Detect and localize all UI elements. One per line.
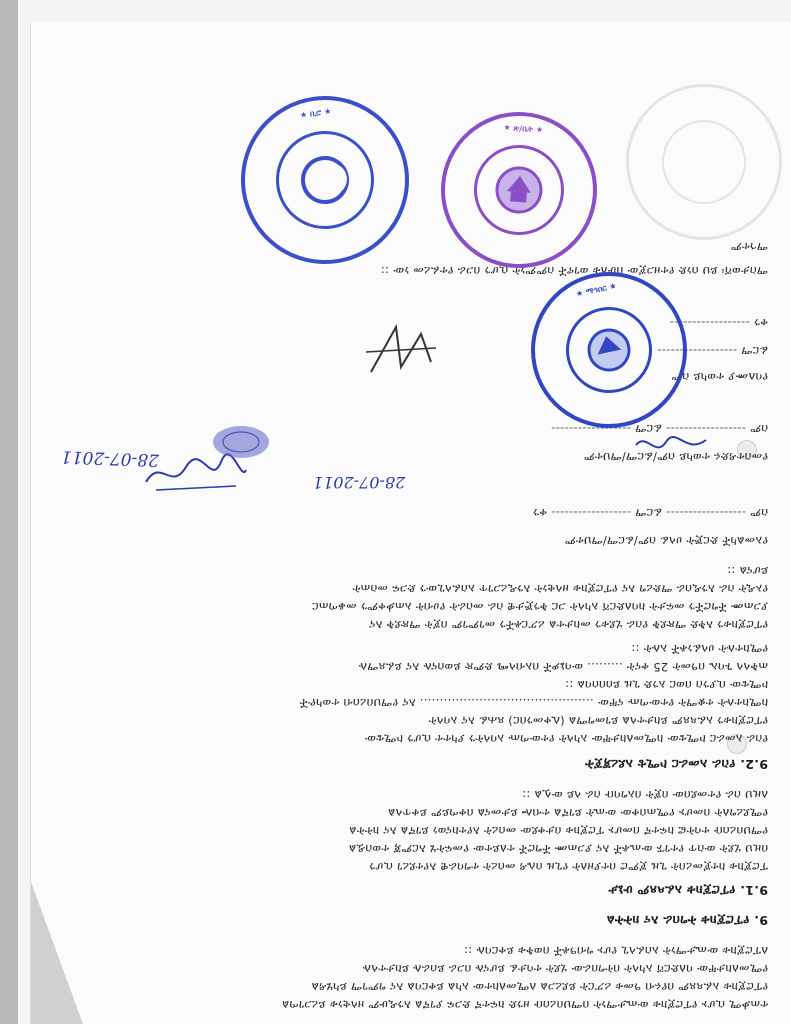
handwritten-date: 28-07-2011 <box>313 473 406 492</box>
stamp-inner-ring <box>662 120 746 204</box>
text-line: በዚህ ሂደት ውስጥ የተገኙ ውጤቶች እና ያጋጠሙ ችግሮች ተለይተው የመፍትሄ እርምጃ ተወስዷል <box>348 842 768 856</box>
handwritten-signature <box>631 430 711 460</box>
text-line: ለዚህ ስራ የተመደበው በጀት በአግባቡ ስራ ላይ ውሏል :: <box>521 788 768 802</box>
emblem-icon <box>578 319 640 381</box>
emblem-icon <box>489 160 549 220</box>
text-line: የማህበረሰቡ ተሳትፎ ከፍተኛ በመሆኑ ፕሮጀክቱ በታቀደው መሰረት እየተከናወነ ይገኛል እና ክትትል <box>348 824 768 838</box>
text-line: የአመልካች ድርጅት ሀላፊ ስም/ፊርማ/ማህተም <box>564 534 768 548</box>
section-heading: 9. የፕሮጀክቱ ትግበራ እና ክትትል <box>606 913 768 928</box>
date-label: ቀን <box>753 316 768 330</box>
name-label: ስም <box>749 506 768 520</box>
text-line: የፕሮጀክቱን እቅድ ማጽደቅ የስራ ሂደቱን መከታተል ሪፖርቶችን መገምገም በጀት ማጽደቅ እና <box>368 618 768 632</box>
text-line: ተጠቃሚ ሲሆኑ የፕሮጀክቱ ውጤታማነት በማህበረሰቡ ዘንድ ከፍተኛ ድጋፍ ያገኛል እንዲሁም ዘላቂነቱ ይረጋገጣል <box>281 998 768 1012</box>
dotted-line: ------------------ <box>550 422 632 436</box>
sign-label: ፊርማ <box>635 422 662 436</box>
dotted-line: ------------------ <box>657 344 738 358</box>
dotted-line: ------------------ <box>669 316 750 330</box>
text-line: የሚመለከታቸው ባለድርሻ አካላት በትግበራው ሂደት ተሳታፊ ይሆናሉ በጋራ ይሰራሉ ይከታተላሉ <box>362 962 768 976</box>
text-line: ፕሮጀክቱ ከተጀመረበት ጊዜ ጀምሮ በተያዘለት የጊዜ ሰሌዳ መሰረት ተግባራዊ እየተደረገ ሲሆን <box>368 860 768 874</box>
footer-label: ማኅተም <box>730 240 768 254</box>
text-line: የመስተዳድሩ ተወካይ ስም/ፊርማ/ማህተም <box>583 450 768 464</box>
text-line: ኮሚቴው ቢያንስ በወር አንድ ጊዜ ይሰበሰባል :: <box>564 678 768 692</box>
stamp-ring-text: ★ ማኅበር ★ <box>575 281 618 299</box>
text-line: የሚከተሉት ሀላፊነቶች አሉት :: <box>631 642 768 656</box>
date-label: ቀን <box>532 506 547 520</box>
signature-label <box>88 505 768 520</box>
text-line: የሚደረግለት በመሆኑ የሚጠበቀው ውጤት ይገኛል ተብሎ ይታመናል በቀጣይም ይቀጥላል <box>387 806 768 820</box>
stamp-inner-ring <box>558 299 660 401</box>
text-line: ማስታወሻ፡ ይህ ሰነድ የተዘጋጀው በሁለቱ ወገኖች ስምምነት ሲሆን በጋራ የተፈረመ ነው :: <box>380 264 768 278</box>
text-line: ጠቅላላ ጉባኤ በዓመት 25 ቀናት ......... ውሳኔዎች በአብላጫ ድምጽ ይወሰናሉ እና ይፈጸማሉ <box>358 660 768 674</box>
text-line: የኦዲት ስራ እንዲሰራ ማድረግ እና የፕሮጀክቱ ዘላቂነት እንዲረጋገጥ አስፈላጊውን ድጋፍ መስጠት <box>352 582 768 596</box>
dotted-line: ------------------ <box>665 506 746 520</box>
text-line: የባለሙያ ተወካይ ስም <box>671 370 768 384</box>
section-heading: 9.2. የስራ አመራር ኮሚቴ አደረጃጀት <box>584 757 768 772</box>
faint-stamp <box>626 84 782 240</box>
handwritten-signature <box>361 322 441 382</box>
sign-label: ፊርማ <box>741 344 768 358</box>
dotted-line: ------------------ <box>550 506 632 520</box>
text-line: ለፕሮጀክቱ ውጤታማነት አስፈላጊ የሆኑ ግብዓቶች በወቅቱ ይቀርባሉ :: <box>463 944 768 958</box>
section-heading: 9.1. የፕሮጀክቱ አፈጻጸም ሁኔታ <box>608 883 768 898</box>
stamp-ring-text: ★ ጽ/ቤት ★ <box>503 122 544 135</box>
text-line: ይሆናል :: <box>726 564 768 578</box>
stamp-inner-ring <box>471 142 567 238</box>
text-line: ከሚከተሉት ተቋማት የተውጣጡ ናቸው ............................................ እና የማህበረሰብ ተወካዮች <box>299 696 768 710</box>
text-line: የፕሮጀክቱን አፈጻጸም ይከታተላል ይገመግማል (ሊቀመንበር) ጸሐፊ እና አባላት <box>428 714 768 728</box>
dotted-line: ------------------ <box>665 422 746 436</box>
sign-label: ፊርማ <box>635 506 662 520</box>
handwritten-date: 28-07-2011 <box>60 446 160 470</box>
stamp-ring-text: ★ ቢሮ ★ <box>299 106 332 120</box>
text-line: የስራ አመራር ኮሚቴው ከሚመለከታቸው አካላት የተውጣጡ አባላትን ያካተተ ሲሆን ኮሚቴው <box>364 732 768 746</box>
ink-thumbprint <box>206 422 276 462</box>
stamp-inner-ring <box>270 125 381 236</box>
name-label: ስም <box>749 422 768 436</box>
text-line: የፕሮጀክቱ አፈጻጸም በየሩብ ዓመቱ ሪፖርት ይደረጋል ለሚመለከተው አካል ይቀርባል እና ግምገማ ይካሄዳል <box>311 980 768 994</box>
crescent-emblem-icon <box>291 146 359 214</box>
text-line: ያጋጠሙ ችግሮችን መፍታት ከባለድርሻ አካላት ጋር ቅንጅታዊ ስራ መስራት የሀብት አጠቃቀምን መቆጣጠር <box>311 600 768 614</box>
document-page <box>30 22 791 1024</box>
